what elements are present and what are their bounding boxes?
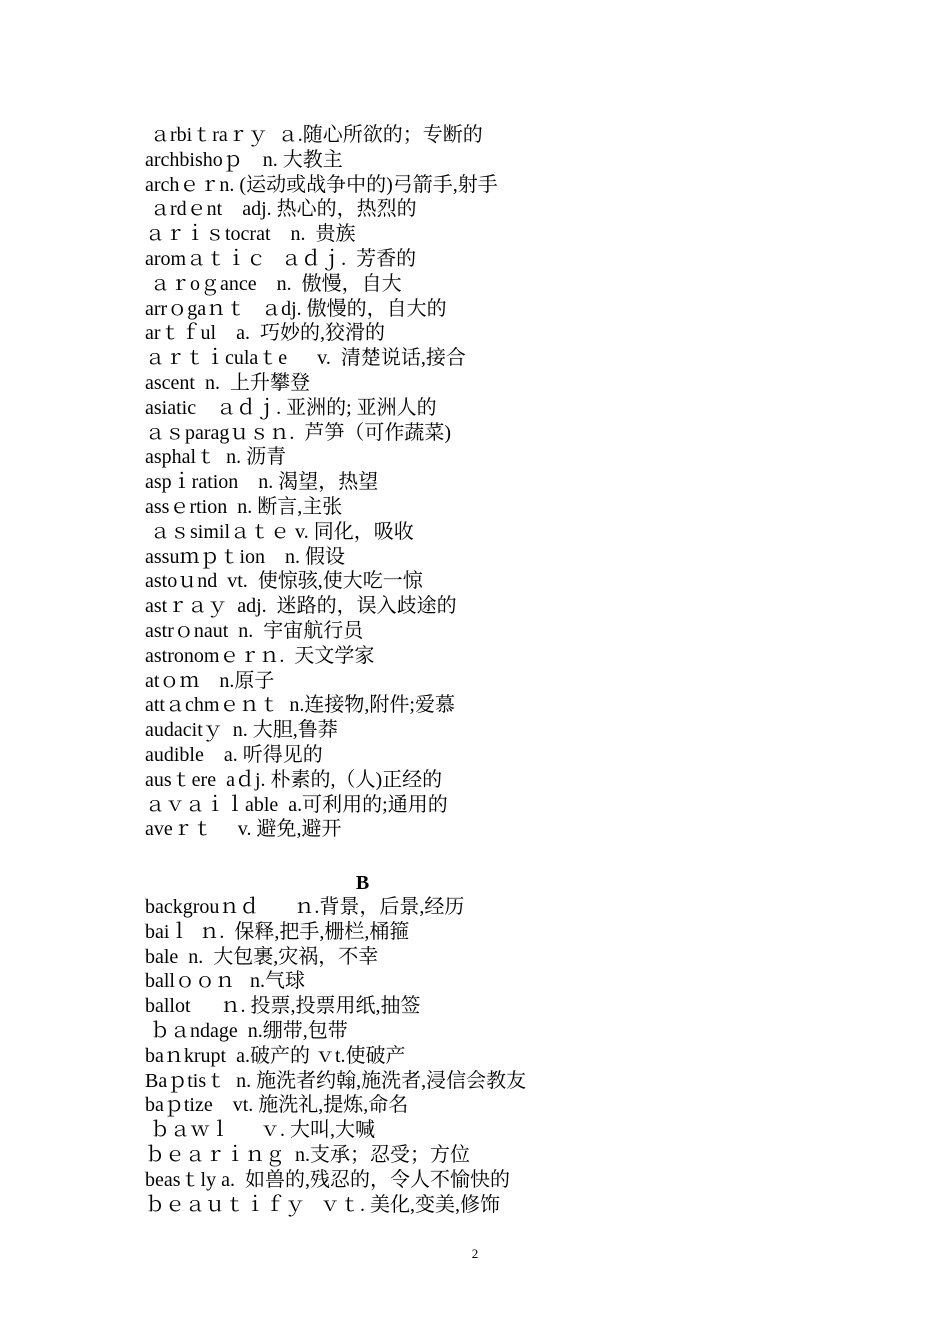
vocab-entry: astoｕnd vt. 使惊骇,使大吃一惊 [145,570,423,593]
vocab-entry: ａｒｉｓtocrat n. 贵族 [145,223,356,246]
vocab-entry: ascent n. 上升攀登 [145,371,310,394]
vocab-entry: aromａｔｉｃ ａｄｊ. 芳香的 [145,247,417,270]
vocab-entry: archbishoｐ n. 大教主 [145,148,343,171]
vocab-entry: asphalｔ n. 沥青 [145,446,287,469]
section-heading-b: B [355,872,370,894]
entry-list-a [145,123,845,842]
vocab-entry: astｒａｙ adj. 迷路的，误入歧途的 [145,595,457,618]
vocab-entry: ballｏｏｎ n.气球 [145,970,305,993]
page-number: 2 [471,1246,479,1261]
vocab-entry: asiatic ａｄｊ. 亚洲的; 亚洲人的 [145,396,437,419]
vocab-entry: bale n. 大包裹,灾祸，不幸 [145,945,379,968]
vocab-entry: ａrbiｔraｒｙ ａ.随心所欲的；专断的 [145,124,483,146]
vocab-entry: baｎkrupt a.破产的 ｖt.使破产 [145,1044,406,1067]
vocab-entry: ｂｅａｕｔｉｆｙ ｖｔ. 美化,变美,修饰 [145,1193,500,1216]
vocab-entry: atｏｍ n.原子 [145,669,275,692]
vocab-entry: astrｏnaut n. 宇宙航行员 [145,619,364,642]
vocab-entry: assｅrtion n. 断言,主张 [145,495,343,518]
vocab-entry: baiｌ ｎ. 保释,把手,栅栏,桶箍 [145,920,410,943]
vocab-entry: backgrouｎｄ ｎ.背景，后景,经历 [145,896,465,918]
vocab-entry: ａｒｔｉculaｔe v. 清楚说话,接合 [145,347,466,370]
vocab-entry: astronomｅｒｎ. 天文学家 [145,644,375,667]
vocab-entry: audible a. 听得见的 [145,743,323,766]
vocab-entry: ａｓsimilａｔｅ v. 同化，吸收 [145,520,414,543]
vocab-entry: assuｍｐｔion n. 假设 [145,545,345,568]
vocab-entry: arｔｆul a. 巧妙的,狡滑的 [145,322,385,345]
vocab-entry: attａchmｅｎｔ n.连接物,附件;爱慕 [145,694,455,717]
vocab-entry: baｐtize vt. 施洗礼,提炼,命名 [145,1094,409,1117]
vocab-entry: aveｒｔ v. 避免,避开 [145,818,342,841]
vocab-entry: ballot ｎ. 投票,投票用纸,抽签 [145,995,421,1018]
vocab-entry: ａｖａｉｌable a.可利用的;通用的 [145,793,448,816]
vocab-entry: aspｉration n. 渴望，热望 [145,471,379,494]
vocab-entry: ｂｅａｒｉｎｇ n.支承；忍受；方位 [145,1143,470,1166]
vocab-entry: audacitｙ n. 大胆,鲁莽 [145,719,338,742]
vocab-entry: Baｐtisｔ n. 施洗者约翰,施洗者,浸信会教友 [145,1069,527,1092]
vocab-entry: archｅｒn. (运动或战争中的)弓箭手,射手 [145,173,498,196]
vocab-entry: ａｓparagｕｓｎ. 芦笋（可作蔬菜) [145,421,452,444]
entry-list-b [145,895,845,1217]
vocab-entry: ausｔere aｄj. 朴素的,（人)正经的 [145,768,443,791]
vocab-entry: ｂａｗｌ ｖ. 大叫,大喊 [145,1119,375,1142]
vocab-entry: beasｔly a. 如兽的,残忍的，令人不愉快的 [145,1168,510,1191]
vocab-entry: ａｒoｇance n. 傲慢，自大 [145,272,402,295]
vocab-entry: ａrdｅnt adj. 热心的，热烈的 [145,198,417,221]
vocab-entry: ｂａndage n.绷带,包带 [145,1019,348,1042]
vocab-entry: arrｏgaｎｔ ａdj. 傲慢的，自大的 [145,297,447,320]
